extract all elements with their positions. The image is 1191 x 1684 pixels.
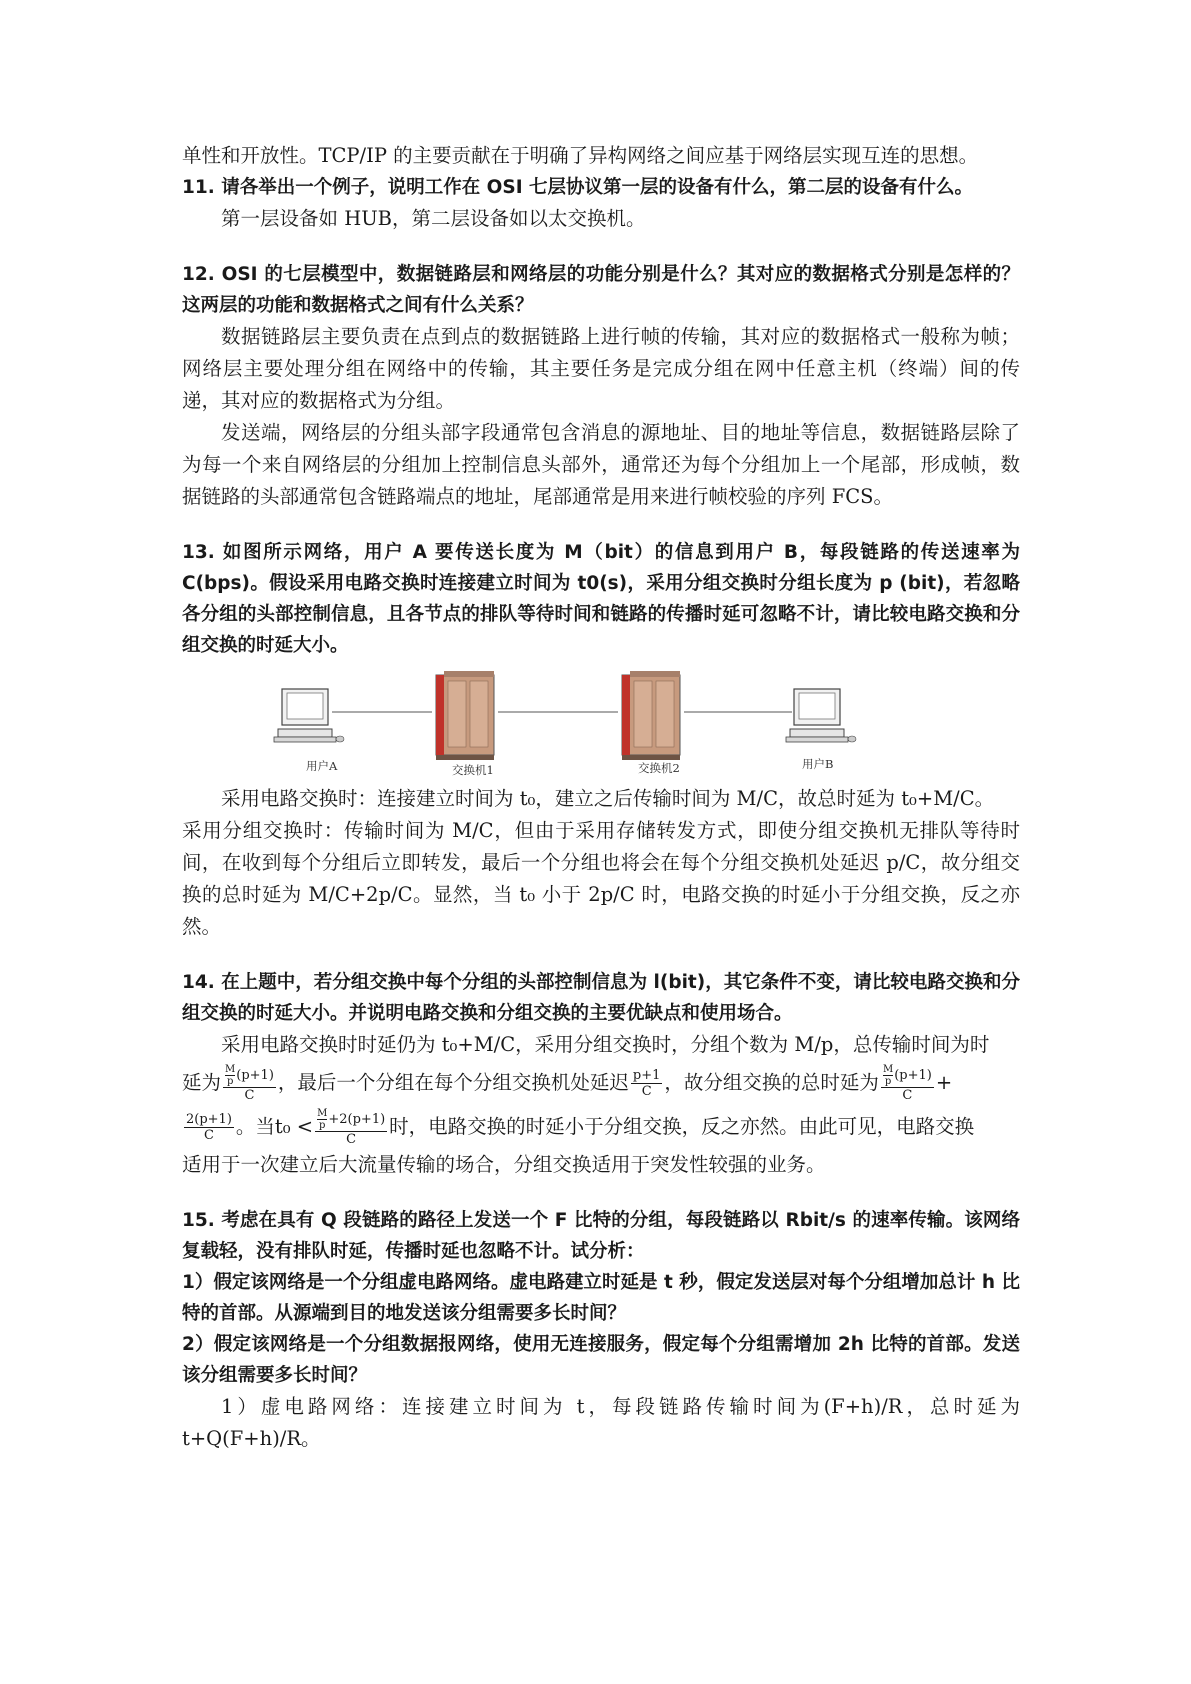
answer-13-para-2: 采用分组交换时：传输时间为 M/C，但由于采用存储转发方式，即使分组交换机无排队等待时间，在收到每个分组后立即转发，最后一个分组也将会在每个分组交换机处延迟 p/C，故分组交换的总时延为 M/C+2p/C。显然，当 t₀ 小于 2p/C 时，电路交换的时延小于分组交换，反之亦然。 bbox=[182, 819, 1020, 938]
answer-15-part-1: 1）虚电路网络：连接建立时间为 t，每段链路传输时间为(F+h)/R，总时延为 t+Q(F+h)/R。 bbox=[182, 1395, 1020, 1450]
question-11: 11. 请各举出一个例子，说明工作在 OSI 七层协议第一层的设备有什么，第二层的设备有什么。 bbox=[182, 177, 974, 198]
fraction: $\frac{M}{p}$ (p+1) C bbox=[225, 1064, 274, 1103]
question-15-part-1: 1）假定该网络是一个分组虚电路网络。虚电路建立时延是 t 秒，假定发送层对每个分组增加总计 h 比特的首部。从源端到目的地发送该分组需要多长时间？ bbox=[182, 1272, 1020, 1324]
computer-icon bbox=[786, 689, 856, 742]
question-13: 13. 如图所示网络，用户 A 要传送长度为 M（bit）的信息到用户 B，每段链路的传送速率为 C(bps)。假设采用电路交换时连接建立时间为 t0(s)，采用分组交换时分组长度为 p (bit)，若忽略各分组的头部控制信息，且各节点的排队等待时间和链路的传播时延可忽略不计，请比较电路交换和分组交换的时延大小。 bbox=[182, 542, 1020, 656]
fraction: $\frac{p+1}{C}$ bbox=[632, 1068, 661, 1099]
answer-14-line-4: 适用于一次建立后大流量传输的场合，分组交换适用于突发性较强的业务。 bbox=[182, 1153, 826, 1176]
server-cabinet-icon bbox=[622, 671, 680, 760]
answer-14-line-1: 采用电路交换时时延仍为 t₀+M/C，采用分组交换时，分组个数为 M/p，总传输时间为时 bbox=[221, 1033, 990, 1056]
question-12: 12. OSI 的七层模型中，数据链路层和网络层的功能分别是什么？其对应的数据格式分别是怎样的？这两层的功能和数据格式之间有什么关系？ bbox=[182, 264, 1020, 316]
answer-12-para-1: 数据链路层主要负责在点到点的数据链路上进行帧的传输，其对应的数据格式一般称为帧；网络层主要处理分组在网络中的传输，其主要任务是完成分组在网中任意主机（终端）间的传递，其对应的数据格式为分组。 bbox=[182, 325, 1020, 412]
document-page bbox=[182, 140, 1020, 1455]
label-switch1: 交换机1 bbox=[452, 763, 494, 777]
paragraph: 单性和开放性。TCP/IP 的主要贡献在于明确了异构网络之间应基于网络层实现互连的思想。 bbox=[182, 144, 979, 167]
answer-11: 第一层设备如 HUB，第二层设备如以太交换机。 bbox=[221, 207, 646, 230]
fraction: $\frac{M}{p}$ +2(p+1) C bbox=[317, 1108, 386, 1147]
fraction: $\frac{M}{p}$ (p+1) C bbox=[882, 1064, 932, 1103]
computer-icon bbox=[274, 689, 344, 742]
answer-14-line-3: $\frac{2(p+1)}{C}$ 。当t₀ < $\frac{M}{p}$ +2(p+1) C 时，电路交换的时延小于分组交换，反之亦然。由此可见，电路交换 bbox=[186, 1108, 975, 1147]
answer-14-line-2: 延为 $\frac{M}{p}$ (p+1) C ，最后一个分组在每个分组交换机处延迟 $\frac{p+1}{C}$ ，故分组交换的总时延为 $\frac{M}{p}$ (p+1) C + bbox=[182, 1064, 953, 1103]
label-switch2: 交换机2 bbox=[638, 761, 680, 775]
question-15: 15. 考虑在具有 Q 段链路的路径上发送一个 F 比特的分组，每段链路以 Rbit/s 的速率传输。该网络复载轻，没有排队时延，传播时延也忽略不计。试分析： bbox=[182, 1210, 1020, 1262]
label-user-b: 用户B bbox=[802, 757, 834, 771]
fraction: $\frac{2(p+1)}{C}$ bbox=[186, 1112, 232, 1143]
question-14: 14. 在上题中，若分组交换中每个分组的头部控制信息为 l(bit)，其它条件不变，请比较电路交换和分组交换的时延大小。并说明电路交换和分组交换的主要优缺点和使用场合。 bbox=[182, 972, 1020, 1024]
answer-12-para-2: 发送端，网络层的分组头部字段通常包含消息的源地址、目的地址等信息，数据链路层除了为每一个来自网络层的分组加上控制信息头部外，通常还为每个分组加上一个尾部，形成帧，数据链路的头部通常包含链路端点的地址，尾部通常是用来进行帧校验的序列 FCS。 bbox=[182, 421, 1020, 508]
server-cabinet-icon bbox=[436, 671, 494, 760]
network-diagram bbox=[182, 667, 1020, 779]
label-user-a: 用户A bbox=[306, 759, 338, 773]
answer-13-para-1: 采用电路交换时：连接建立时间为 t₀，建立之后传输时间为 M/C，故总时延为 t₀+M/C。 bbox=[221, 787, 995, 810]
question-15-part-2: 2）假定该网络是一个分组数据报网络，使用无连接服务，假定每个分组需增加 2h 比特的首部。发送该分组需要多长时间？ bbox=[182, 1334, 1020, 1386]
